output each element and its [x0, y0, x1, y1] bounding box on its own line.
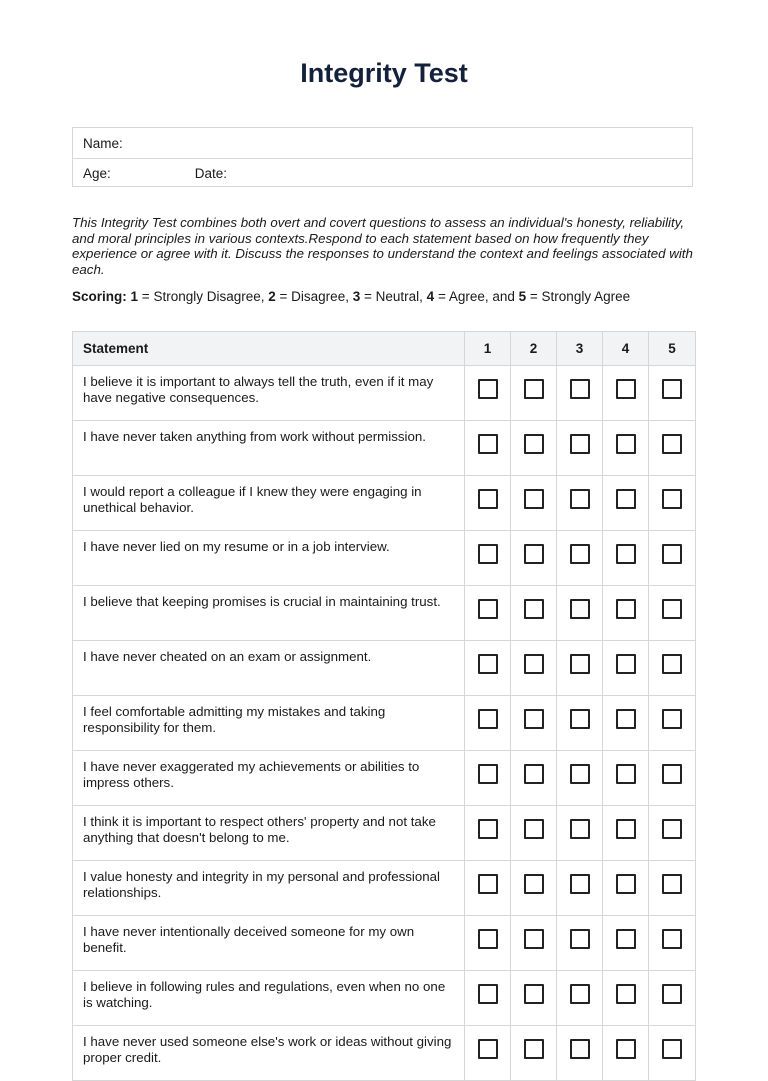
rating-checkbox-1[interactable]	[478, 434, 498, 454]
rating-cell	[649, 641, 696, 696]
rating-checkbox-5[interactable]	[662, 984, 682, 1004]
table-row	[73, 971, 696, 1026]
rating-checkbox-3[interactable]	[570, 434, 590, 454]
rating-checkbox-5[interactable]	[662, 489, 682, 509]
rating-cell	[511, 861, 557, 916]
respondent-info-box	[72, 127, 693, 187]
rating-cell	[603, 421, 649, 476]
rating-checkbox-4[interactable]	[616, 764, 636, 784]
rating-cell	[557, 916, 603, 971]
scoring-meaning: Neutral	[375, 289, 420, 304]
rating-checkbox-3[interactable]	[570, 764, 590, 784]
rating-checkbox-2[interactable]	[524, 874, 544, 894]
rating-cell	[649, 696, 696, 751]
scoring-number: 2	[268, 289, 276, 304]
rating-cell	[511, 971, 557, 1026]
rating-cell	[465, 1026, 511, 1081]
rating-checkbox-2[interactable]	[524, 599, 544, 619]
rating-cell	[511, 641, 557, 696]
rating-checkbox-1[interactable]	[478, 654, 498, 674]
rating-cell	[603, 586, 649, 641]
rating-checkbox-5[interactable]	[662, 599, 682, 619]
rating-checkbox-3[interactable]	[570, 489, 590, 509]
scoring-label: Scoring:	[72, 289, 127, 304]
intro-text: This Integrity Test combines both overt and covert questions to assess an individual's honesty, reliability, and moral principles in various contexts.Respond to each statement based on how frequently they experience or agree with it. Discuss the responses to understand the context and feelings associated with each.	[72, 215, 693, 277]
rating-cell	[511, 531, 557, 586]
rating-cell	[511, 1026, 557, 1081]
rating-cell	[465, 971, 511, 1026]
rating-cell	[557, 861, 603, 916]
column-header-5: 5	[649, 332, 696, 366]
rating-checkbox-1[interactable]	[478, 929, 498, 949]
table-header-row	[73, 332, 696, 366]
age-label: Age:	[83, 166, 111, 181]
rating-cell	[649, 586, 696, 641]
rating-cell	[557, 1026, 603, 1081]
rating-checkbox-3[interactable]	[570, 599, 590, 619]
rating-cell	[603, 861, 649, 916]
rating-cell	[603, 806, 649, 861]
scoring-meaning: Disagree	[291, 289, 346, 304]
table-row	[73, 476, 696, 531]
rating-cell	[649, 751, 696, 806]
rating-checkbox-3[interactable]	[570, 929, 590, 949]
column-header-2: 2	[511, 332, 557, 366]
rating-checkbox-5[interactable]	[662, 1039, 682, 1059]
statement-header: Statement	[73, 332, 465, 366]
rating-checkbox-4[interactable]	[616, 544, 636, 564]
rating-cell	[465, 806, 511, 861]
rating-cell	[603, 751, 649, 806]
scoring-meaning: Agree	[448, 289, 485, 304]
scoring-number: 4	[426, 289, 435, 304]
rating-cell	[465, 696, 511, 751]
rating-checkbox-2[interactable]	[524, 489, 544, 509]
rating-cell	[649, 1026, 696, 1081]
rating-checkbox-1[interactable]	[478, 709, 498, 729]
column-header-4: 4	[603, 332, 649, 366]
rating-checkbox-5[interactable]	[662, 819, 682, 839]
rating-checkbox-5[interactable]	[662, 654, 682, 674]
rating-checkbox-5[interactable]	[662, 709, 682, 729]
rating-cell	[649, 806, 696, 861]
table-row	[73, 696, 696, 751]
rating-checkbox-5[interactable]	[662, 929, 682, 949]
table-row	[73, 861, 696, 916]
rating-cell	[649, 916, 696, 971]
rating-cell	[465, 476, 511, 531]
rating-checkbox-1[interactable]	[478, 544, 498, 564]
rating-checkbox-4[interactable]	[616, 379, 636, 399]
column-header-3: 3	[557, 332, 603, 366]
rating-checkbox-4[interactable]	[616, 709, 636, 729]
rating-checkbox-5[interactable]	[662, 874, 682, 894]
rating-cell	[557, 476, 603, 531]
table-row	[73, 366, 696, 421]
statement-cell: I would report a colleague if I knew they were engaging in unethical behavior.	[73, 476, 465, 531]
rating-checkbox-1[interactable]	[478, 1039, 498, 1059]
rating-checkbox-1[interactable]	[478, 874, 498, 894]
rating-cell	[511, 806, 557, 861]
rating-cell	[557, 531, 603, 586]
rating-cell	[511, 476, 557, 531]
rating-cell	[603, 916, 649, 971]
scoring-number: 5	[518, 289, 527, 304]
rating-checkbox-1[interactable]	[478, 489, 498, 509]
statement-cell: I believe it is important to always tell the truth, even if it may have negative consequences.	[73, 366, 465, 421]
name-label: Name:	[83, 135, 123, 151]
table-row	[73, 586, 696, 641]
rating-cell	[465, 366, 511, 421]
table-body	[73, 366, 696, 1081]
rating-cell	[511, 586, 557, 641]
rating-cell	[465, 751, 511, 806]
rating-cell	[465, 861, 511, 916]
rating-cell	[649, 971, 696, 1026]
rating-cell	[557, 971, 603, 1026]
scoring-meaning: Strongly Agree	[541, 289, 631, 304]
rating-checkbox-2[interactable]	[524, 709, 544, 729]
rating-checkbox-4[interactable]	[616, 819, 636, 839]
rating-cell	[511, 751, 557, 806]
rating-cell	[603, 531, 649, 586]
rating-checkbox-1[interactable]	[478, 599, 498, 619]
table-row	[73, 531, 696, 586]
scoring-number: 3	[352, 289, 361, 304]
rating-cell	[557, 696, 603, 751]
rating-checkbox-5[interactable]	[662, 379, 682, 399]
rating-cell	[557, 586, 603, 641]
age-date-row[interactable]	[73, 158, 692, 188]
rating-checkbox-5[interactable]	[662, 764, 682, 784]
rating-cell	[465, 586, 511, 641]
statement-table	[72, 331, 696, 1081]
scoring-number: 1	[130, 289, 139, 304]
column-header-1: 1	[465, 332, 511, 366]
rating-checkbox-4[interactable]	[616, 654, 636, 674]
rating-cell	[557, 366, 603, 421]
table-row	[73, 641, 696, 696]
rating-cell	[511, 366, 557, 421]
rating-checkbox-3[interactable]	[570, 544, 590, 564]
statement-cell: I have never taken anything from work without permission.	[73, 421, 465, 476]
rating-checkbox-1[interactable]	[478, 819, 498, 839]
rating-checkbox-4[interactable]	[616, 874, 636, 894]
rating-checkbox-3[interactable]	[570, 819, 590, 839]
rating-checkbox-2[interactable]	[524, 654, 544, 674]
rating-checkbox-4[interactable]	[616, 434, 636, 454]
statement-cell: I have never cheated on an exam or assignment.	[73, 641, 465, 696]
rating-checkbox-3[interactable]	[570, 1039, 590, 1059]
rating-cell	[511, 421, 557, 476]
rating-cell	[649, 421, 696, 476]
rating-checkbox-2[interactable]	[524, 544, 544, 564]
page-title: Integrity Test	[300, 58, 468, 88]
rating-cell	[649, 366, 696, 421]
rating-cell	[465, 641, 511, 696]
rating-checkbox-2[interactable]	[524, 434, 544, 454]
rating-cell	[465, 421, 511, 476]
rating-checkbox-3[interactable]	[570, 984, 590, 1004]
date-label: Date:	[194, 166, 228, 181]
statement-cell: I believe that keeping promises is crucial in maintaining trust.	[73, 586, 465, 641]
scoring-items: 1 = Strongly Disagree, 2 = Disagree, 3 = Neutral, 4 = Agree, and 5 = Strongly Agree	[130, 289, 631, 304]
rating-cell	[603, 1026, 649, 1081]
rating-checkbox-1[interactable]	[478, 984, 498, 1004]
rating-cell	[649, 476, 696, 531]
rating-cell	[603, 476, 649, 531]
statement-cell: I have never intentionally deceived someone for my own benefit.	[73, 916, 465, 971]
rating-checkbox-1[interactable]	[478, 379, 498, 399]
statement-cell: I have never used someone else's work or ideas without giving proper credit.	[73, 1026, 465, 1081]
rating-checkbox-1[interactable]	[478, 764, 498, 784]
table-row	[73, 806, 696, 861]
rating-checkbox-4[interactable]	[616, 599, 636, 619]
rating-checkbox-4[interactable]	[616, 489, 636, 509]
rating-checkbox-2[interactable]	[524, 819, 544, 839]
rating-cell	[557, 421, 603, 476]
rating-checkbox-4[interactable]	[616, 929, 636, 949]
rating-checkbox-2[interactable]	[524, 984, 544, 1004]
statement-cell: I believe in following rules and regulations, even when no one is watching.	[73, 971, 465, 1026]
rating-checkbox-4[interactable]	[616, 984, 636, 1004]
statement-cell: I have never exaggerated my achievements or abilities to impress others.	[73, 751, 465, 806]
table-row	[73, 421, 696, 476]
rating-cell	[603, 971, 649, 1026]
scoring-legend	[72, 289, 712, 304]
rating-cell	[603, 696, 649, 751]
rating-checkbox-4[interactable]	[616, 1039, 636, 1059]
rating-checkbox-3[interactable]	[570, 874, 590, 894]
rating-checkbox-5[interactable]	[662, 544, 682, 564]
table-row	[73, 751, 696, 806]
rating-cell	[465, 916, 511, 971]
rating-cell	[511, 916, 557, 971]
rating-checkbox-3[interactable]	[570, 379, 590, 399]
statement-cell: I value honesty and integrity in my personal and professional relationships.	[73, 861, 465, 916]
rating-checkbox-3[interactable]	[570, 709, 590, 729]
rating-checkbox-2[interactable]	[524, 929, 544, 949]
rating-cell	[557, 751, 603, 806]
table-row	[73, 1026, 696, 1081]
statement-cell: I have never lied on my resume or in a job interview.	[73, 531, 465, 586]
rating-checkbox-5[interactable]	[662, 434, 682, 454]
rating-cell	[649, 531, 696, 586]
rating-checkbox-2[interactable]	[524, 379, 544, 399]
statement-cell: I think it is important to respect others' property and not take anything that doesn't belong to me.	[73, 806, 465, 861]
rating-cell	[603, 641, 649, 696]
name-row[interactable]	[73, 128, 692, 158]
rating-cell	[649, 861, 696, 916]
table-row	[73, 916, 696, 971]
rating-cell	[557, 806, 603, 861]
statement-cell: I feel comfortable admitting my mistakes and taking responsibility for them.	[73, 696, 465, 751]
rating-cell	[603, 366, 649, 421]
rating-checkbox-3[interactable]	[570, 654, 590, 674]
rating-cell	[511, 696, 557, 751]
rating-cell	[465, 531, 511, 586]
scoring-meaning: Strongly Disagree	[153, 289, 261, 304]
rating-checkbox-2[interactable]	[524, 764, 544, 784]
rating-checkbox-2[interactable]	[524, 1039, 544, 1059]
rating-cell	[557, 641, 603, 696]
